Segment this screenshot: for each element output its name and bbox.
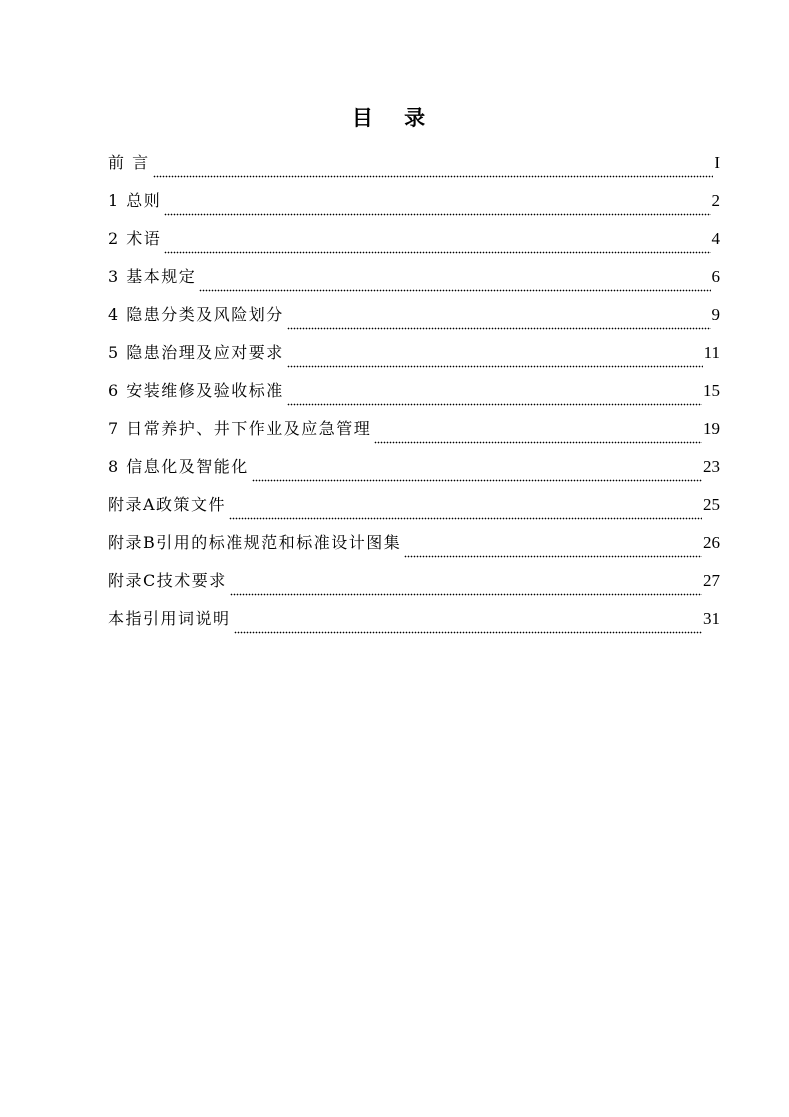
dot-leader: [164, 249, 710, 255]
page-title: 目 录: [351, 106, 438, 130]
dot-leader: [199, 287, 710, 293]
toc-entry-5[interactable]: [108, 340, 720, 378]
toc-entry-appendix-c[interactable]: [108, 568, 720, 606]
toc-entry-page-number: 31: [703, 609, 720, 628]
dot-leader: [404, 553, 702, 559]
dot-leader: [164, 211, 710, 217]
dot-leader: [229, 515, 702, 521]
toc-entry-page-number: 25: [703, 495, 720, 514]
toc-entry-label: 5 隐患治理及应对要求: [108, 343, 284, 362]
toc-entry-appendix-b[interactable]: [108, 530, 720, 568]
toc-entry-7[interactable]: [108, 416, 720, 454]
toc-entry-label: 前 言: [108, 153, 150, 172]
dot-leader: [230, 591, 702, 597]
dot-leader: [287, 325, 711, 331]
toc-entry-page-number: 9: [711, 305, 720, 324]
toc-entry-4[interactable]: [108, 302, 720, 340]
toc-entry-appendix-a[interactable]: [108, 492, 720, 530]
dot-leader: [153, 173, 714, 179]
toc-entry-label: 2 术语: [108, 229, 162, 248]
toc-entry-page-number: 27: [703, 571, 720, 590]
toc-entry-page-number: 2: [711, 191, 720, 210]
toc-entry-3[interactable]: [108, 264, 720, 302]
toc-entry-preface[interactable]: [108, 150, 720, 188]
toc-entry-label: 本指引用词说明: [108, 609, 231, 628]
dot-leader: [374, 439, 702, 445]
toc-entry-label: 7 日常养护、井下作业及应急管理: [108, 419, 372, 438]
toc-entry-label: 附录A政策文件: [108, 495, 227, 514]
dot-leader: [234, 629, 702, 635]
toc-entry-page-number: 11: [703, 343, 720, 362]
toc-entry-label: 3 基本规定: [108, 267, 197, 286]
toc-entry-page-number: 4: [711, 229, 720, 248]
dot-leader: [252, 477, 702, 483]
dot-leader: [287, 363, 703, 369]
toc-entry-label: 4 隐患分类及风险划分: [108, 305, 284, 324]
toc-entry-6[interactable]: [108, 378, 720, 416]
toc-entry-2[interactable]: [108, 226, 720, 264]
toc-entry-page-number: I: [714, 153, 720, 172]
toc-entry-page-number: 23: [703, 457, 720, 476]
toc-entry-page-number: 19: [703, 419, 720, 438]
toc-entry-page-number: 15: [703, 381, 720, 400]
toc-entry-label: 8 信息化及智能化: [108, 457, 249, 476]
toc-entry-label: 附录B引用的标准规范和标准设计图集: [108, 533, 402, 552]
dot-leader: [287, 401, 702, 407]
toc-entry-label: 6 安装维修及验收标准: [108, 381, 284, 400]
toc-entry-8[interactable]: [108, 454, 720, 492]
toc-entry-label: 1 总则: [108, 191, 162, 210]
toc-entry-wording-explanation[interactable]: [108, 606, 720, 644]
toc-entry-page-number: 6: [711, 267, 720, 286]
table-of-contents: [108, 150, 720, 644]
toc-entry-label: 附录C技术要求: [108, 571, 227, 590]
toc-entry-page-number: 26: [703, 533, 720, 552]
toc-entry-1[interactable]: [108, 188, 720, 226]
